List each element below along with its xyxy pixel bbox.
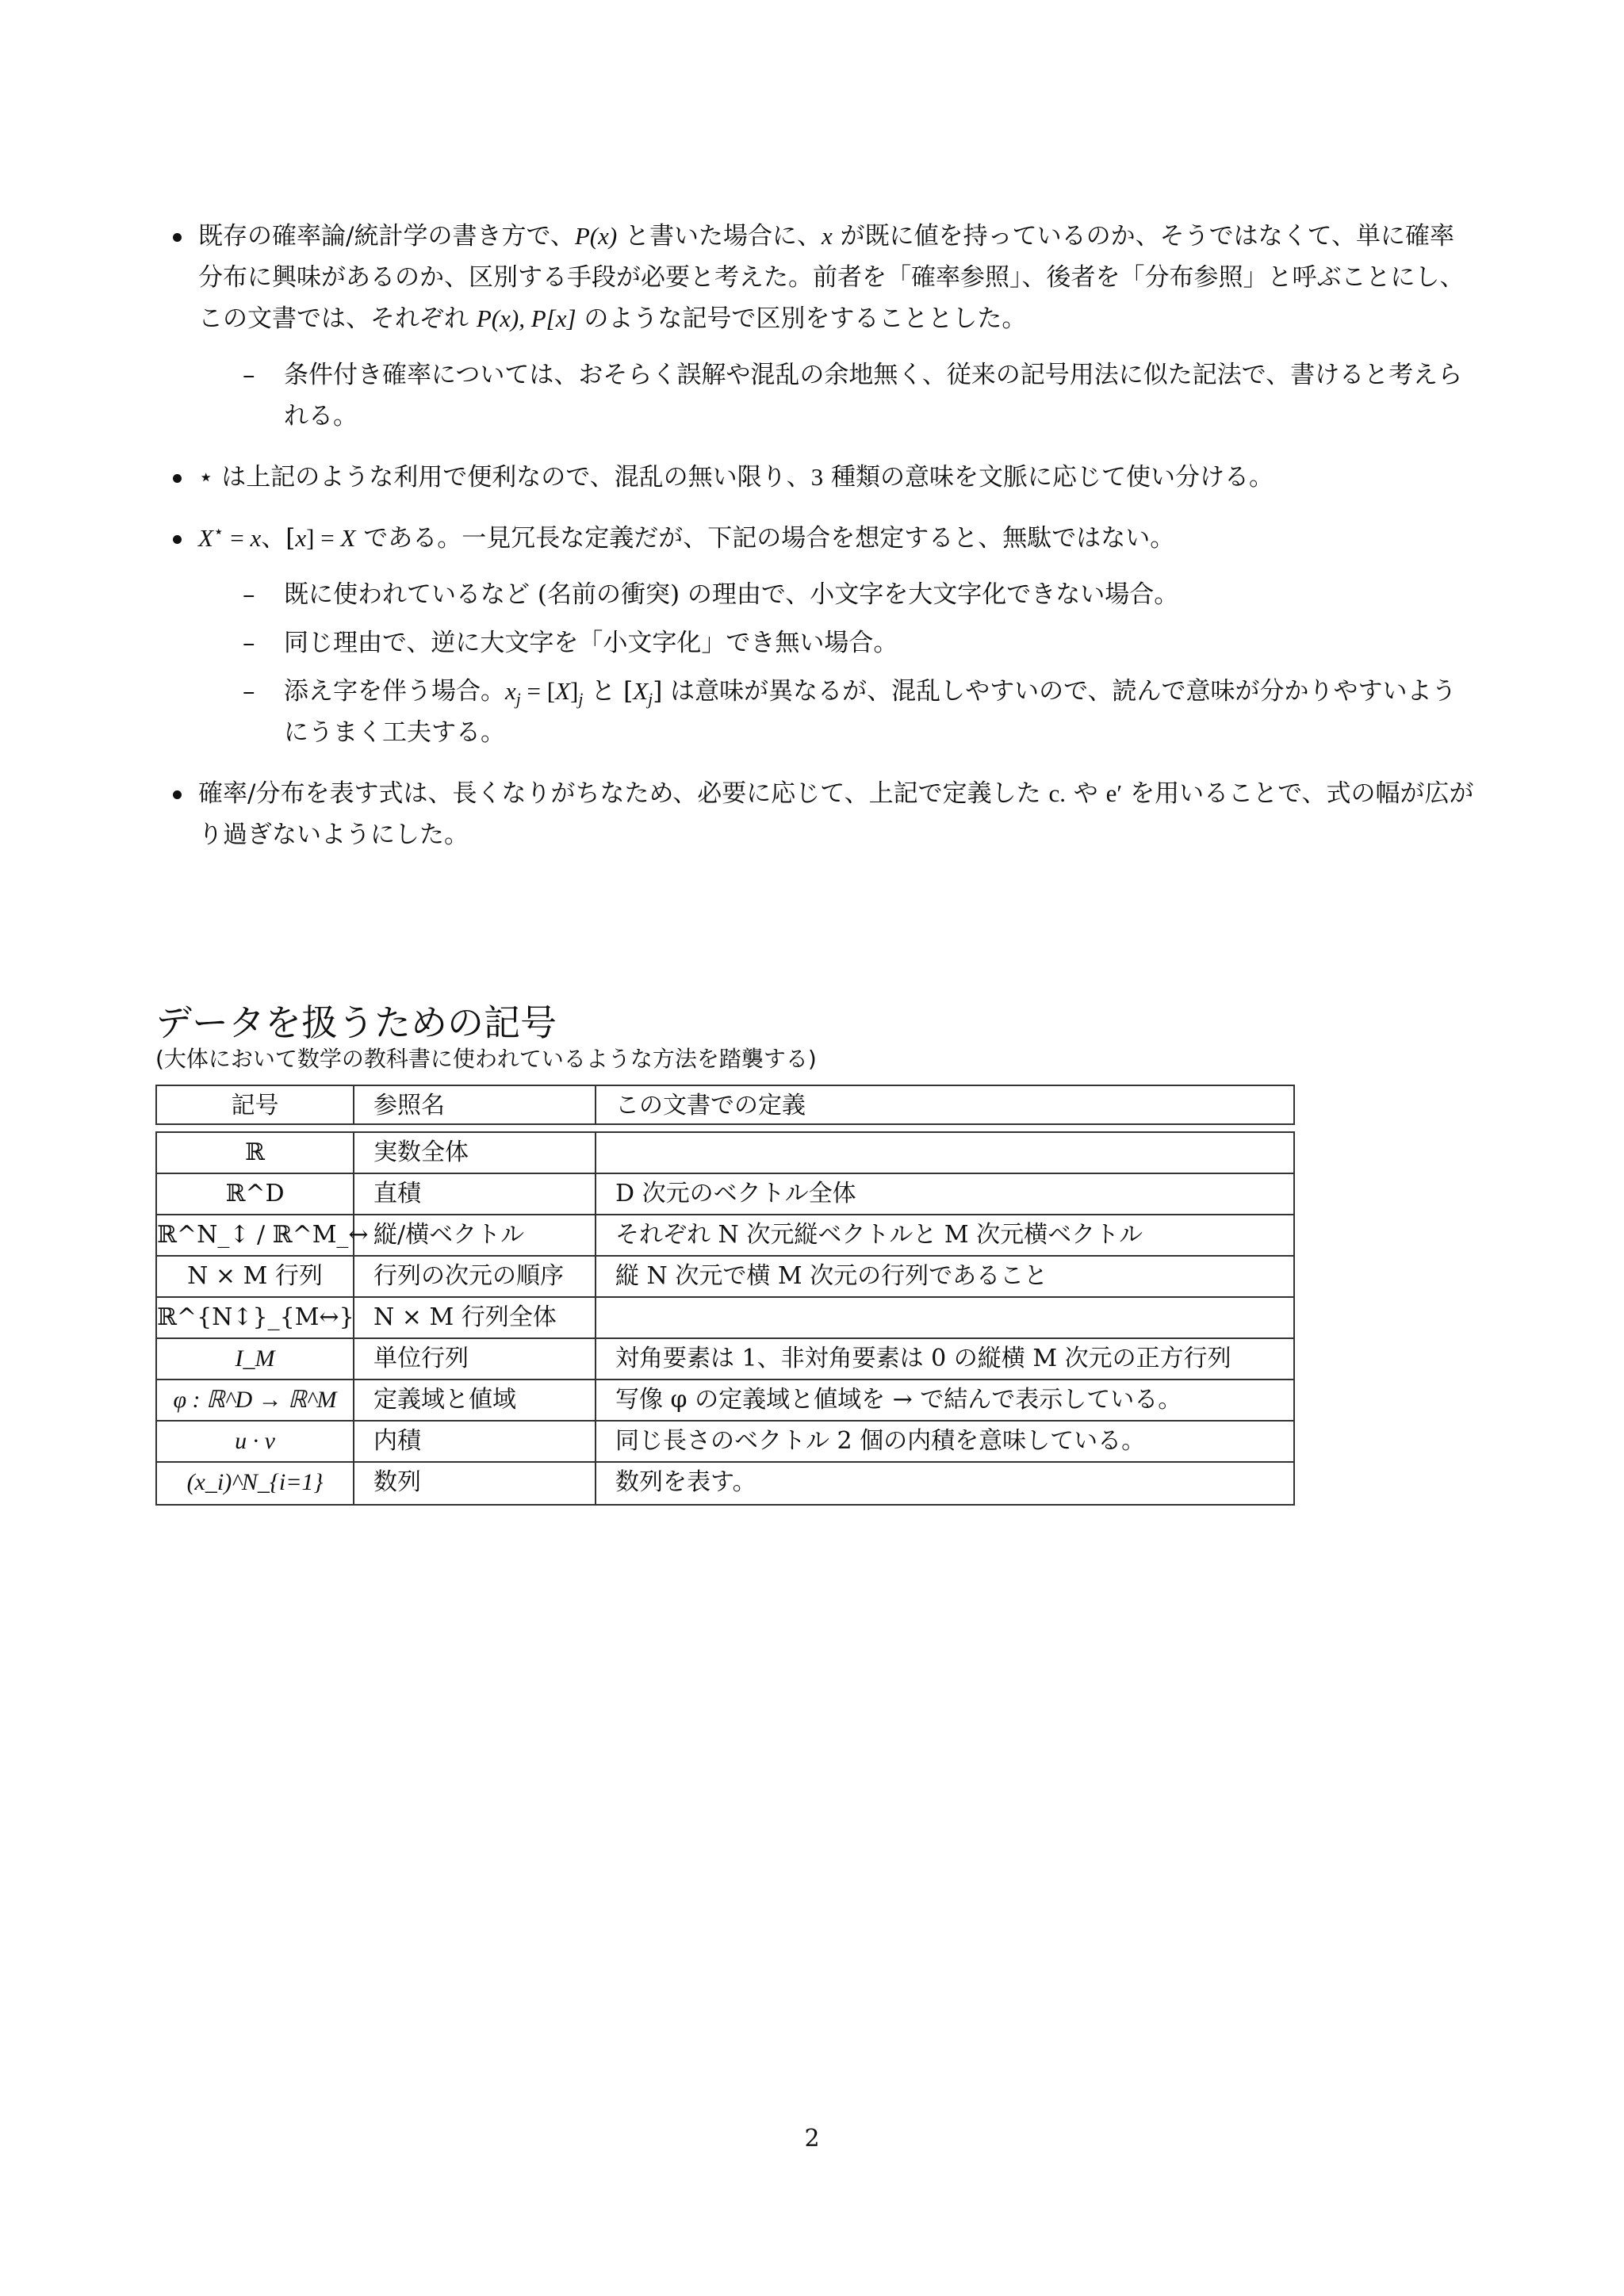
math-expression: = — [224, 524, 251, 552]
name-cell: 数列 — [354, 1463, 596, 1504]
bullet-dot-icon — [173, 790, 182, 799]
dash-icon: – — [243, 677, 255, 706]
dash-icon: – — [243, 580, 255, 609]
math-expression: e′ — [1105, 779, 1123, 807]
math-expression: j — [648, 690, 653, 710]
bullet-list — [198, 216, 1475, 875]
definition-cell: 写像 φ の定義域と値域を → で結んで表示している。 — [615, 1386, 1182, 1414]
definition-cell: 縦 N 次元で横 M 次元の行列であること — [615, 1262, 1048, 1290]
math-expression: j — [578, 690, 584, 710]
name-cell: 定義域と値域 — [354, 1380, 596, 1420]
name-cell: 実数全体 — [354, 1133, 596, 1173]
symbol-cell: I_M — [157, 1339, 354, 1379]
dash-icon: – — [243, 361, 255, 389]
sub-item — [243, 622, 1475, 664]
math-expression: ] = — [306, 524, 341, 552]
text: 添え字を伴う場合。 — [284, 677, 505, 706]
text: である。一見冗長な定義だが、下記の場合を想定すると、無駄ではない。 — [355, 524, 1175, 553]
sub-list — [198, 574, 1475, 753]
sub-list — [198, 354, 1475, 437]
symbol-cell: u · v — [157, 1422, 354, 1461]
name-cell: 縦/横ベクトル — [354, 1215, 596, 1255]
table-row — [157, 1422, 1293, 1463]
math-expression: c. — [1048, 779, 1066, 807]
math-expression: ⋆ — [213, 522, 224, 541]
table-row — [157, 1463, 1293, 1504]
text: 条件付き確率については、おそらく誤解や混乱の余地無く、従来の記号用法に似た記法で、書けると考えられる。 — [284, 361, 1463, 430]
text: 同じ理由で、逆に大文字を「小文字化」でき無い場合。 — [284, 629, 898, 657]
definition-cell: 数列を表す。 — [615, 1468, 756, 1496]
definition-cell: D 次元のベクトル全体 — [615, 1180, 856, 1207]
symbol-cell: ℝ^D — [157, 1174, 354, 1214]
sub-item — [243, 574, 1475, 615]
text: ] は意味が異なるが、混乱しやすいので、読んで意味が分かりやすいようにうまく工夫する。 — [284, 677, 1457, 747]
sub-item — [243, 354, 1475, 437]
table-header-row — [157, 1086, 1293, 1123]
math-expression: = [ — [520, 677, 556, 705]
math-expression: X — [198, 524, 213, 552]
bullet-item — [198, 457, 1475, 498]
table-row — [157, 1298, 1293, 1339]
symbol-cell: (x_i)^N_{i=1} — [157, 1463, 354, 1504]
name-cell: 内積 — [354, 1422, 596, 1461]
name-cell: N × M 行列全体 — [354, 1298, 596, 1337]
bullet-dot-icon — [173, 233, 182, 242]
text: や — [1065, 779, 1106, 808]
math-expression: ⋆ — [198, 463, 214, 491]
text: 既存の確率論/統計学の書き方で、 — [198, 222, 575, 251]
header-name: 参照名 — [354, 1086, 596, 1123]
definition-cell: それぞれ N 次元縦ベクトルと M 次元横ベクトル — [615, 1221, 1143, 1249]
definition-cell: 対角要素は 1、非対角要素は 0 の縦横 M 次元の正方行列 — [615, 1345, 1231, 1372]
text: が既に値を持っているのか、そうではなくて、単に確率分布に興味があるのか、区別する手段が必要と考えた。前者を「確率参照」、後者を「分布参照」と呼ぶことにし、この文書では、それぞれ — [198, 222, 1465, 333]
definition-cell — [596, 1298, 1293, 1337]
math-expression: 3 — [810, 463, 824, 491]
sub-item — [243, 671, 1475, 753]
text: 既に使われているなど (名前の衝突) の理由で、小文字を大文字化できない場合。 — [284, 580, 1179, 609]
name-cell: 行列の次元の順序 — [354, 1257, 596, 1296]
name-cell: 直積 — [354, 1174, 596, 1214]
math-expression: x — [295, 524, 307, 552]
name-cell: 単位行列 — [354, 1339, 596, 1379]
table-row — [157, 1174, 1293, 1215]
table-caption: (大体において数学の教科書に使われているような方法を踏襲する) — [155, 1046, 817, 1072]
symbol-cell: ℝ^N_↕ / ℝ^M_↔ — [157, 1215, 354, 1255]
text: 確率/分布を表す式は、長くなりがちなため、必要に応じて、上記で定義した — [198, 779, 1049, 808]
definition-cell: 同じ長さのベクトル 2 個の内積を意味している。 — [615, 1427, 1146, 1455]
text: を用いることで、式の幅が広がり過ぎないようにした。 — [198, 779, 1474, 849]
text: 種類の意味を文脈に応じて使い分ける。 — [823, 463, 1274, 492]
table-row — [157, 1257, 1293, 1298]
text: は上記のような利用で便利なので、混乱の無い限り、 — [213, 463, 811, 492]
math-expression: x — [822, 222, 833, 250]
bullet-item — [198, 773, 1475, 855]
definition-cell — [596, 1133, 1293, 1173]
table-row — [157, 1215, 1293, 1257]
section-heading: データを扱うための記号 — [155, 1001, 557, 1045]
text: と書いた場合に、 — [617, 222, 822, 251]
math-expression: P(x), P[x] — [476, 304, 576, 332]
symbol-cell: ℝ — [157, 1133, 354, 1173]
table-row — [157, 1133, 1293, 1174]
table-header — [155, 1085, 1295, 1125]
symbol-cell: N × M 行列 — [157, 1257, 354, 1296]
page-number: 2 — [804, 2125, 820, 2152]
header-definition: この文書での定義 — [615, 1092, 806, 1119]
bullet-dot-icon — [173, 474, 182, 483]
text: のような記号で区別をすることとした。 — [576, 304, 1027, 333]
math-expression: x — [250, 524, 262, 552]
table-row — [157, 1339, 1293, 1380]
bullet-item — [198, 216, 1475, 437]
symbol-cell: φ : ℝ^D → ℝ^M — [157, 1380, 354, 1420]
math-expression: x — [505, 677, 516, 705]
math-expression: j — [515, 690, 521, 710]
header-symbol: 記号 — [157, 1086, 354, 1123]
math-expression: P(x) — [574, 222, 618, 250]
table-row — [157, 1380, 1293, 1422]
math-expression: X — [340, 524, 356, 552]
text: と [ — [583, 677, 634, 706]
bullet-item — [198, 518, 1475, 753]
dash-icon: – — [243, 629, 255, 657]
table-body — [155, 1131, 1295, 1506]
math-expression: X — [633, 677, 649, 705]
symbol-cell: ℝ^{N↕}_{M↔} — [157, 1298, 354, 1337]
text: 、[ — [261, 524, 296, 553]
math-expression: ] — [570, 677, 579, 705]
math-expression: X — [555, 677, 571, 705]
bullet-dot-icon — [173, 535, 182, 544]
